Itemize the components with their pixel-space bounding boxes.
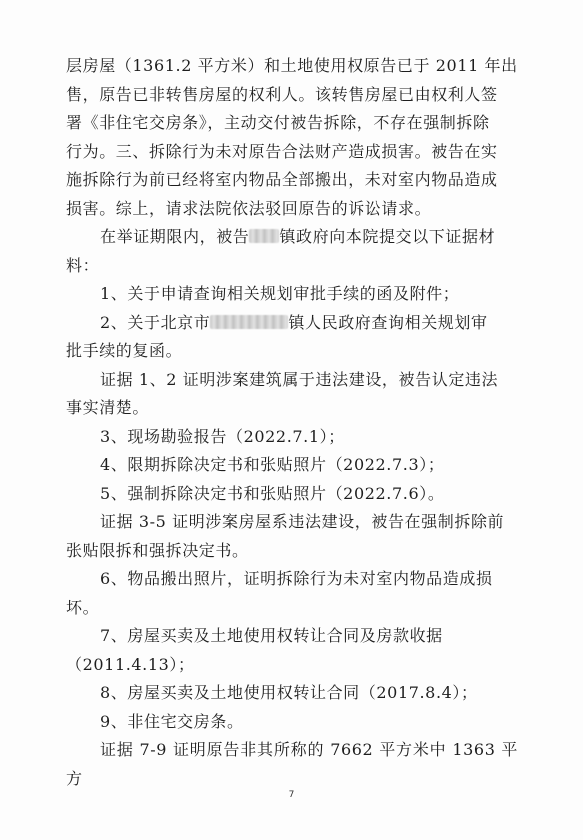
evidence-item-7-line2: （2011.4.13）； — [66, 654, 195, 674]
text-line: 层房屋（1361.2 平方米）和土地使用权原告已于 2011 年出 — [66, 56, 518, 75]
evidence-item-1: 1、关于申请查询相关规划审批手续的函及附件； — [100, 284, 460, 303]
evidence-item-2-line2: 批手续的复函。 — [66, 341, 183, 360]
redacted-location — [210, 315, 288, 329]
proof-7-9: 证据 7-9 证明原告非其所称的 7662 平方米中 1363 平方 — [66, 740, 518, 788]
evidence-item-6-line2: 坏。 — [66, 597, 100, 617]
evidence-intro-before: 在举证期限内，被告 — [100, 227, 250, 246]
evidence-intro — [66, 223, 518, 252]
proof-1-2-line2: 事实清楚。 — [66, 398, 150, 417]
evidence-item-5: 5、强制拆除决定书和张贴照片（2022.7.6）。 — [100, 483, 445, 503]
text-line: 署《非住宅交房条》，主动交付被告拆除，不存在强制拆除 — [66, 113, 490, 132]
proof-3-5-line2: 张贴限拆和强拆决定书。 — [66, 540, 249, 560]
evidence-item-3: 3、现场勘验报告（2022.7.1）； — [100, 426, 345, 446]
evidence-intro-line2: 料： — [66, 255, 100, 275]
redacted-name — [249, 229, 279, 243]
evidence-item-9: 9、非住宅交房条。 — [100, 711, 244, 731]
evidence-item-6: 6、物品搬出照片，证明拆除行为未对室内物品造成损 — [100, 569, 493, 588]
proof-1-2: 证据 1、2 证明涉案建筑属于违法建设，被告认定违法 — [100, 369, 499, 389]
item2-before: 2、关于北京市 — [100, 312, 211, 332]
evidence-item-8: 8、房屋买卖及土地使用权转让合同（2017.8.4）； — [100, 683, 478, 702]
text-line: 施拆除行为前已经将室内物品全部搬出，未对室内物品造成 — [66, 170, 498, 189]
page-number: 7 — [288, 790, 295, 800]
proof-3-5: 证据 3-5 证明涉案房屋系违法建设，被告在强制拆除前 — [100, 512, 505, 531]
text-line: 损害。综上，请求法院依法驳回原告的诉讼请求。 — [66, 198, 432, 218]
document-body — [66, 52, 518, 793]
evidence-intro-after: 镇政府向本院提交以下证据材 — [279, 227, 496, 246]
evidence-item-2 — [66, 309, 518, 338]
evidence-item-4: 4、限期拆除决定书和张贴照片（2022.7.3）； — [100, 455, 445, 474]
item2-after: 镇人民政府查询相关规划审 — [288, 312, 488, 332]
text-line: 售，原告已非转售房屋的权利人。该转售房屋已由权利人签 — [66, 84, 498, 104]
text-line: 行为。三、拆除行为未对原告合法财产造成损害。被告在实 — [66, 141, 498, 161]
evidence-item-7: 7、房屋买卖及土地使用权转让合同及房款收据 — [100, 626, 443, 645]
